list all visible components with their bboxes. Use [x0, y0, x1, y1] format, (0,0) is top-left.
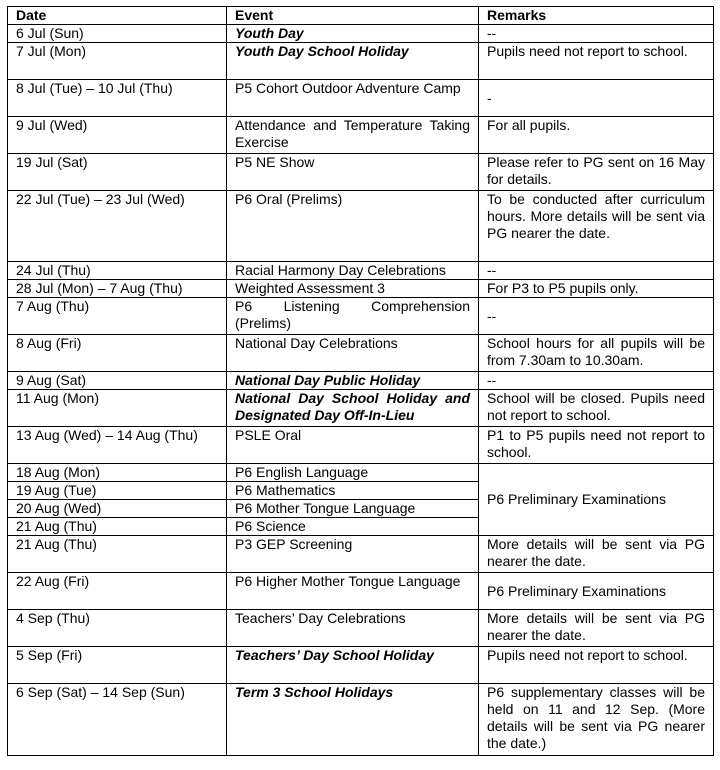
- table-row: [8, 684, 714, 756]
- date-cell: 13 Aug (Wed) – 14 Aug (Thu): [8, 427, 227, 464]
- table-row: [8, 117, 714, 154]
- date-cell: 22 Jul (Tue) – 23 Jul (Wed): [8, 191, 227, 262]
- remarks-cell: Pupils need not report to school.: [479, 43, 714, 80]
- event-cell: Teachers’ Day Celebrations: [227, 610, 479, 647]
- table-row: [8, 154, 714, 191]
- table-row: [8, 298, 714, 335]
- date-cell: 21 Aug (Thu): [8, 518, 227, 536]
- table-row: [8, 191, 714, 262]
- event-cell: Weighted Assessment 3: [227, 280, 479, 298]
- remarks-cell: -: [479, 80, 714, 117]
- date-cell: 6 Sep (Sat) – 14 Sep (Sun): [8, 684, 227, 756]
- table-row: [8, 610, 714, 647]
- event-cell: P6 English Language: [227, 464, 479, 482]
- remarks-cell: School will be closed. Pupils need not report to school.: [479, 390, 714, 427]
- table-row: [8, 427, 714, 464]
- header-row: [8, 7, 714, 25]
- table-row: [8, 80, 714, 117]
- date-cell: 4 Sep (Thu): [8, 610, 227, 647]
- event-cell: P6 Listening Comprehension (Prelims): [227, 298, 479, 335]
- date-cell: 5 Sep (Fri): [8, 647, 227, 684]
- event-cell: Attendance and Temperature Taking Exercise: [227, 117, 479, 154]
- event-cell: Youth Day School Holiday: [227, 43, 479, 80]
- date-cell: 19 Jul (Sat): [8, 154, 227, 191]
- table-row: [8, 25, 714, 43]
- event-cell: National Day Celebrations: [227, 335, 479, 372]
- remarks-cell: Please refer to PG sent on 16 May for details.: [479, 154, 714, 191]
- header-event: Event: [227, 7, 479, 25]
- remarks-cell: School hours for all pupils will be from 7.30am to 10.30am.: [479, 335, 714, 372]
- remarks-cell: --: [479, 25, 714, 43]
- event-cell: National Day School Holiday and Designated Day Off-In-Lieu: [227, 390, 479, 427]
- table-row: [8, 573, 714, 610]
- date-cell: 20 Aug (Wed): [8, 500, 227, 518]
- event-cell: P3 GEP Screening: [227, 536, 479, 573]
- table-row: [8, 372, 714, 390]
- merged-remarks-cell: P6 Preliminary Examinations: [479, 464, 714, 536]
- date-cell: 19 Aug (Tue): [8, 482, 227, 500]
- table-row: [8, 390, 714, 427]
- event-cell: Teachers’ Day School Holiday: [227, 647, 479, 684]
- school-calendar-table: [7, 6, 714, 756]
- event-cell: P6 Mathematics: [227, 482, 479, 500]
- remarks-cell: Pupils need not report to school.: [479, 647, 714, 684]
- event-cell: Youth Day: [227, 25, 479, 43]
- remarks-cell: --: [479, 298, 714, 335]
- header-date: Date: [8, 7, 227, 25]
- remarks-cell: More details will be sent via PG nearer the date.: [479, 610, 714, 647]
- table-row: [8, 647, 714, 684]
- date-cell: 8 Aug (Fri): [8, 335, 227, 372]
- event-cell: Racial Harmony Day Celebrations: [227, 262, 479, 280]
- event-cell: PSLE Oral: [227, 427, 479, 464]
- date-cell: 9 Jul (Wed): [8, 117, 227, 154]
- date-cell: 24 Jul (Thu): [8, 262, 227, 280]
- event-cell: National Day Public Holiday: [227, 372, 479, 390]
- date-cell: 7 Aug (Thu): [8, 298, 227, 335]
- event-cell: Term 3 School Holidays: [227, 684, 479, 756]
- event-cell: P6 Higher Mother Tongue Language: [227, 573, 479, 610]
- event-cell: P5 Cohort Outdoor Adventure Camp: [227, 80, 479, 117]
- table-row: [8, 262, 714, 280]
- date-cell: 28 Jul (Mon) – 7 Aug (Thu): [8, 280, 227, 298]
- remarks-cell: For all pupils.: [479, 117, 714, 154]
- date-cell: 6 Jul (Sun): [8, 25, 227, 43]
- remarks-cell: --: [479, 372, 714, 390]
- event-cell: P5 NE Show: [227, 154, 479, 191]
- event-cell: P6 Mother Tongue Language: [227, 500, 479, 518]
- event-cell: P6 Science: [227, 518, 479, 536]
- date-cell: 21 Aug (Thu): [8, 536, 227, 573]
- table-row: [8, 335, 714, 372]
- event-cell: P6 Oral (Prelims): [227, 191, 479, 262]
- remarks-cell: To be conducted after curriculum hours. More details will be sent via PG nearer the date.: [479, 191, 714, 262]
- date-cell: 22 Aug (Fri): [8, 573, 227, 610]
- table-row: [8, 536, 714, 573]
- remarks-cell: More details will be sent via PG nearer the date.: [479, 536, 714, 573]
- remarks-cell: P6 Preliminary Examinations: [479, 573, 714, 610]
- remarks-cell: P6 supplementary classes will be held on 11 and 12 Sep. (More details will be sent via PG nearer the date.): [479, 684, 714, 756]
- table-row: [8, 280, 714, 298]
- date-cell: 8 Jul (Tue) – 10 Jul (Thu): [8, 80, 227, 117]
- date-cell: 18 Aug (Mon): [8, 464, 227, 482]
- remarks-cell: --: [479, 262, 714, 280]
- remarks-cell: For P3 to P5 pupils only.: [479, 280, 714, 298]
- table-row: [8, 43, 714, 80]
- date-cell: 11 Aug (Mon): [8, 390, 227, 427]
- date-cell: 7 Jul (Mon): [8, 43, 227, 80]
- remarks-cell: P1 to P5 pupils need not report to school.: [479, 427, 714, 464]
- date-cell: 9 Aug (Sat): [8, 372, 227, 390]
- table-row: [8, 464, 714, 482]
- header-remarks: Remarks: [479, 7, 714, 25]
